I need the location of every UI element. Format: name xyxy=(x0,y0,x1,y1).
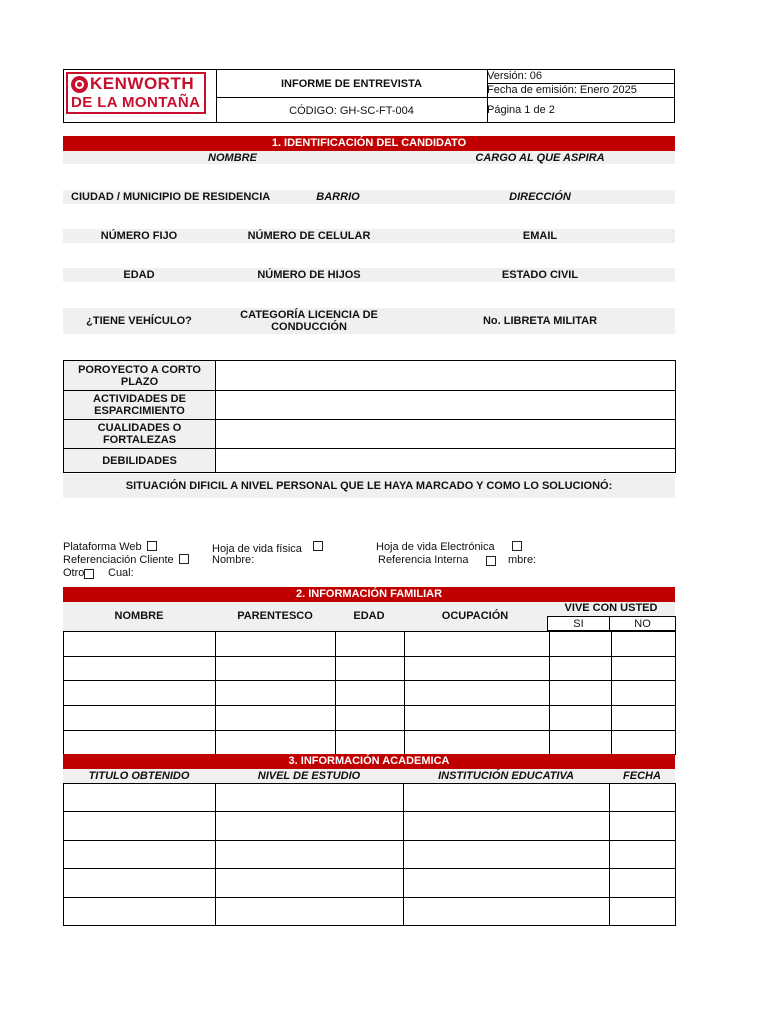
source-cv-electronic-checkbox[interactable] xyxy=(512,541,522,551)
academic-table xyxy=(63,783,676,926)
divider xyxy=(216,97,487,98)
academic-cell[interactable] xyxy=(216,869,404,898)
label-licencia: CATEGORÍA LICENCIA DE CONDUCCIÓN xyxy=(240,309,378,333)
label-situacion-dificil: SITUACIÓN DIFICIL A NIVEL PERSONAL QUE LE HAYA MARCADO Y COMO LO SOLUCIONÓ: xyxy=(63,474,675,498)
section2-title: 2. INFORMACIÓN FAMILIAR xyxy=(63,587,675,602)
table-row xyxy=(64,706,676,731)
academic-header-titulo: TITULO OBTENIDO xyxy=(88,770,190,782)
profile-answer-field[interactable] xyxy=(216,449,676,473)
source-cv-electronic xyxy=(376,541,522,553)
family-cell[interactable] xyxy=(612,731,676,755)
document-code: CÓDIGO: GH-SC-FT-004 xyxy=(289,105,414,117)
label-celular: NÚMERO DE CELULAR xyxy=(247,230,371,242)
family-cell[interactable] xyxy=(550,657,612,681)
family-cell[interactable] xyxy=(64,706,216,731)
academic-header-nivel: NIVEL DE ESTUDIO xyxy=(257,770,361,782)
family-header-no: NO xyxy=(610,617,676,631)
academic-cell[interactable] xyxy=(64,898,216,926)
academic-cell[interactable] xyxy=(64,841,216,869)
family-cell[interactable] xyxy=(405,706,550,731)
divider xyxy=(487,97,674,98)
company-logo xyxy=(66,72,206,114)
family-cell[interactable] xyxy=(336,632,405,657)
family-cell[interactable] xyxy=(612,706,676,731)
version-text: Versión: 06 xyxy=(487,70,543,82)
label-cargo: CARGO AL QUE ASPIRA xyxy=(475,152,605,164)
family-cell[interactable] xyxy=(405,681,550,706)
family-header-vive-con-usted: VIVE CON USTED xyxy=(564,602,658,614)
family-cell[interactable] xyxy=(405,657,550,681)
table-row xyxy=(64,681,676,706)
source-internal-ref-label: Referencia Interna xyxy=(378,554,469,566)
academic-cell[interactable] xyxy=(610,841,676,869)
academic-cell[interactable] xyxy=(64,812,216,841)
family-cell[interactable] xyxy=(64,657,216,681)
family-cell[interactable] xyxy=(64,681,216,706)
family-cell[interactable] xyxy=(612,657,676,681)
family-cell[interactable] xyxy=(216,731,336,755)
source-internal-ref xyxy=(378,554,496,566)
family-header-ocupacion: OCUPACIÓN xyxy=(441,610,509,622)
academic-cell[interactable] xyxy=(404,812,610,841)
family-cell[interactable] xyxy=(612,681,676,706)
academic-cell[interactable] xyxy=(610,812,676,841)
source-client-ref-label: Referenciación Cliente xyxy=(63,554,174,566)
source-cv-electronic-label: Hoja de vida Electrónica xyxy=(376,541,495,553)
family-cell[interactable] xyxy=(550,731,612,755)
label-vehiculo: ¿TIENE VEHÍCULO? xyxy=(86,315,192,327)
source-web-label: Plataforma Web xyxy=(63,541,142,553)
page-number: Página 1 de 2 xyxy=(487,104,555,116)
logo-text-line1: KENWORTH xyxy=(90,74,195,93)
family-cell[interactable] xyxy=(336,706,405,731)
family-cell[interactable] xyxy=(336,657,405,681)
source-which-label: Cual: xyxy=(108,567,134,579)
family-cell[interactable] xyxy=(612,632,676,657)
source-web xyxy=(63,541,157,553)
academic-cell[interactable] xyxy=(610,784,676,812)
family-cell[interactable] xyxy=(336,681,405,706)
family-cell[interactable] xyxy=(550,632,612,657)
profile-table xyxy=(63,360,676,473)
academic-cell[interactable] xyxy=(404,784,610,812)
label-numero-fijo: NÚMERO FIJO xyxy=(100,230,178,242)
family-cell[interactable] xyxy=(405,632,550,657)
table-row xyxy=(64,657,676,681)
family-cell[interactable] xyxy=(550,706,612,731)
academic-cell[interactable] xyxy=(610,869,676,898)
source-other xyxy=(63,567,84,579)
family-cell[interactable] xyxy=(64,731,216,755)
family-header-nombre: NOMBRE xyxy=(114,610,164,622)
family-yesno-header xyxy=(547,616,676,631)
profile-label-cualidades: CUALIDADES O FORTALEZAS xyxy=(64,420,216,449)
family-cell[interactable] xyxy=(216,657,336,681)
academic-cell[interactable] xyxy=(610,898,676,926)
source-name-label-2: mbre: xyxy=(508,554,537,566)
family-cell[interactable] xyxy=(216,632,336,657)
family-table xyxy=(63,631,676,755)
issue-date: Fecha de emisión: Enero 2025 xyxy=(487,84,637,96)
family-cell[interactable] xyxy=(550,681,612,706)
table-row xyxy=(64,784,676,812)
table-row xyxy=(64,632,676,657)
label-ciudad: CIUDAD / MUNICIPIO DE RESIDENCIA xyxy=(71,191,271,203)
table-row xyxy=(64,731,676,755)
source-internal-ref-checkbox[interactable] xyxy=(486,556,496,566)
kenworth-emblem-icon xyxy=(71,76,88,93)
profile-label-debilidades: DEBILIDADES xyxy=(64,449,216,473)
profile-answer-field[interactable] xyxy=(216,420,676,449)
label-email: EMAIL xyxy=(522,230,558,242)
academic-cell[interactable] xyxy=(404,841,610,869)
label-nombre: NOMBRE xyxy=(208,152,257,164)
label-barrio: BARRIO xyxy=(316,191,360,203)
academic-cell[interactable] xyxy=(216,898,404,926)
source-other-label: Otro xyxy=(63,567,85,579)
source-name-label-1: Nombre: xyxy=(212,554,255,566)
academic-cell[interactable] xyxy=(216,784,404,812)
section3-title: 3. INFORMACIÓN ACADEMICA xyxy=(63,754,675,769)
source-client-ref-checkbox[interactable] xyxy=(179,554,189,564)
logo-cell xyxy=(64,70,217,122)
family-cell[interactable] xyxy=(336,731,405,755)
profile-label-proyecto: POROYECTO A CORTO PLAZO xyxy=(64,361,216,391)
table-row xyxy=(64,841,676,869)
label-libreta-militar: No. LIBRETA MILITAR xyxy=(482,315,598,327)
logo-text-line2: DE LA MONTAÑA xyxy=(71,94,201,111)
academic-cell[interactable] xyxy=(216,812,404,841)
academic-cell[interactable] xyxy=(64,869,216,898)
table-row xyxy=(64,898,676,926)
family-header-si: SI xyxy=(548,617,610,631)
academic-cell[interactable] xyxy=(64,784,216,812)
document-title: INFORME DE ENTREVISTA xyxy=(281,78,422,90)
academic-header-fecha: FECHA xyxy=(623,770,661,782)
family-header-edad: EDAD xyxy=(353,610,385,622)
source-cv-physical-label: Hoja de vida física xyxy=(212,543,302,555)
source-client-ref xyxy=(63,554,189,566)
academic-cell[interactable] xyxy=(404,898,610,926)
academic-cell[interactable] xyxy=(216,841,404,869)
label-hijos: NÚMERO DE HIJOS xyxy=(257,269,361,281)
family-cell[interactable] xyxy=(64,632,216,657)
family-cell[interactable] xyxy=(216,681,336,706)
family-cell[interactable] xyxy=(216,706,336,731)
profile-label-esparcimiento: ACTIVIDADES DE ESPARCIMIENTO xyxy=(64,391,216,420)
table-row xyxy=(64,812,676,841)
family-header-parentesco: PARENTESCO xyxy=(237,610,313,622)
table-row xyxy=(64,869,676,898)
label-edad: EDAD xyxy=(123,269,155,281)
version-cell xyxy=(487,70,674,122)
section1-title: 1. IDENTIFICACIÓN DEL CANDIDATO xyxy=(63,136,675,151)
label-estado-civil: ESTADO CIVIL xyxy=(501,269,579,281)
source-web-checkbox[interactable] xyxy=(147,541,157,551)
profile-answer-field[interactable] xyxy=(216,391,676,420)
title-cell xyxy=(216,70,488,122)
label-direccion: DIRECCIÓN xyxy=(509,191,571,203)
profile-answer-field[interactable] xyxy=(216,361,676,391)
source-other-checkbox[interactable] xyxy=(84,569,94,579)
academic-cell[interactable] xyxy=(404,869,610,898)
family-cell[interactable] xyxy=(405,731,550,755)
source-cv-physical xyxy=(212,541,323,555)
document-header xyxy=(63,69,675,123)
source-cv-physical-checkbox[interactable] xyxy=(313,541,323,551)
academic-header-institucion: INSTITUCIÓN EDUCATIVA xyxy=(438,770,574,782)
